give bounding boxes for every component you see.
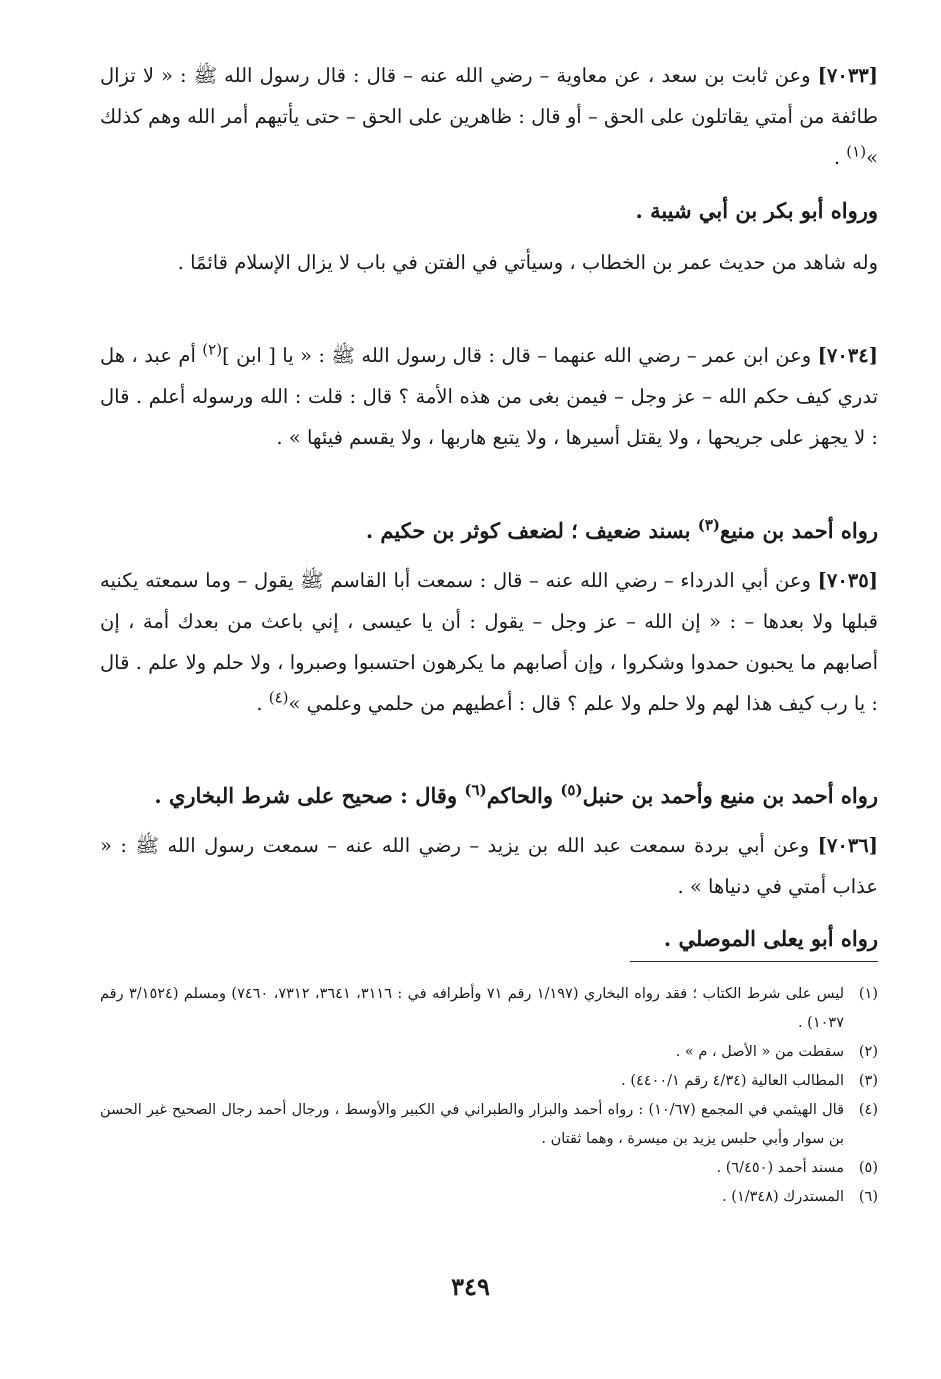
source-7036: رواه أبو يعلى الموصلي . (663, 926, 878, 951)
footnote-text: المطالب العالية (٤/٣٤ رقم ٤٤٠٠/١) . (621, 1073, 844, 1089)
source-7033: ورواه أبو بكر بن أبي شيبة . (635, 198, 878, 223)
hadith-number: [٧٠٣٤] (817, 344, 878, 367)
footnote-item (100, 1154, 878, 1183)
footnote-number: (٦) (858, 1189, 878, 1205)
footnote-text: سقطت من « الأصل ، م » . (675, 1044, 844, 1060)
hadith-text: وعن أبي الدرداء – رضي الله عنه – قال : سمعت أبا القاسم ﷺ يقول – وما سمعته يكنيه قبلها ولا بعدها – : « إن الله – عز وجل – يقول : أن يا عيسى ، إني باعث من بعدك أمة ، إن أصابهم ما يحبون حمدوا وشكروا ، وإن أصابهم ما يكرهون احتسبوا وصبروا ، ولا حلم ولا علم . قال : يا رب كيف هذا لهم ولا حلم ولا علم ؟ قال : أعطيهم من حلمي وعلمي » (100, 569, 878, 715)
source-text: رواه أحمد بن منيع وأحمد بن حنبل (582, 783, 878, 808)
footnote-marker: (٢) (202, 340, 223, 359)
hadith-text-continued: أم عبد ، هل تدري كيف حكم الله – عز وجل – فيمن بغى من هذه الأمة ؟ قال : قلت : الله ورسوله أعلم . قال : لا يجهز على جريحها ، ولا يقتل أسيرها ، ولا يتبع هاربها ، ولا يقسم فيئها » . (100, 344, 878, 449)
source-text-end: وقال : صحيح على شرط البخاري . (154, 783, 465, 808)
hadith-end: . (833, 146, 847, 169)
page-number: ٣٤٩ (451, 1272, 490, 1301)
footnote-number: (٣) (858, 1073, 878, 1089)
footnote-text: المستدرك (١/٣٤٨) . (722, 1189, 844, 1205)
footnote-marker: (١) (846, 142, 867, 161)
hadith-7034 (100, 335, 878, 458)
footnote-item (100, 1096, 878, 1154)
footnote-marker: (٣) (697, 516, 721, 534)
source-text-continued: بسند ضعيف ؛ لضعف كوثر بن حكيم . (365, 518, 698, 543)
hadith-number: [٧٠٣٣] (817, 64, 879, 87)
hadith-text: وعن أبي بردة سمعت عبد الله بن يزيد – رضي الله عنه – سمعت رسول الله ﷺ : « عذاب أمتي في دنياها » . (100, 834, 878, 898)
hadith-number: [٧٠٣٦] (817, 834, 878, 857)
hadith-7035 (100, 560, 878, 724)
hadith-7036 (100, 825, 878, 907)
source-text: رواه أحمد بن منيع (720, 518, 878, 543)
footnote-marker: (٤) (268, 688, 289, 707)
witness-paragraph: وله شاهد من حديث عمر بن الخطاب ، وسيأتي في الفتن في باب لا يزال الإسلام قائمًا . (177, 251, 878, 274)
footnote-item (100, 980, 878, 1038)
footnote-number: (١) (858, 986, 878, 1002)
footnote-item (100, 1038, 878, 1067)
footnote-text: ليس على شرط الكتاب ؛ فقد رواه البخاري (١/١٩٧ رقم ٧١ وأطرافه في : ٣١١٦، ٣٦٤١، ٧٣١٢، ٧٤٦٠) ومسلم (٣/١٥٢٤ رقم ١٠٣٧) . (100, 986, 845, 1031)
footnote-number: (٢) (858, 1044, 878, 1060)
hadith-number: [٧٠٣٥] (817, 569, 878, 592)
footnote-marker: (٥) (560, 781, 583, 799)
footnote-text: مسند أحمد (٦/٤٥٠) . (716, 1160, 844, 1176)
footnote-marker: (٦) (464, 781, 487, 799)
source-text-continued: والحاكم (486, 783, 561, 808)
footnote-number: (٤) (858, 1102, 878, 1118)
source-7034 (100, 511, 878, 551)
footnote-separator (630, 961, 878, 962)
footnotes (100, 980, 878, 1212)
footnote-item (100, 1183, 878, 1212)
hadith-text: وعن ابن عمر – رضي الله عنهما – قال : قال رسول الله ﷺ : « يا [ ابن ] (222, 344, 812, 367)
footnote-number: (٥) (858, 1160, 878, 1176)
footnote-text: قال الهيثمي في المجمع (١٠/٦٧) : رواه أحمد والبزار والطبراني في الكبير والأوسط ، ورجال أحمد رجال الصحيح غير الحسن بن سوار وأبي حلبس يزيد بن ميسرة ، وهما ثقتان . (100, 1102, 844, 1147)
footnote-item (100, 1067, 878, 1096)
hadith-text: وعن ثابت بن سعد ، عن معاوية – رضي الله عنه – قال : قال رسول الله ﷺ : « لا تزال طائفة من أمتي يقاتلون على الحق – أو قال : ظاهرين على الحق – حتى يأتيهم أمر الله وهم كذلك » (100, 64, 878, 169)
source-7035 (100, 776, 878, 816)
hadith-7033 (100, 55, 878, 178)
hadith-end: . (256, 692, 269, 715)
